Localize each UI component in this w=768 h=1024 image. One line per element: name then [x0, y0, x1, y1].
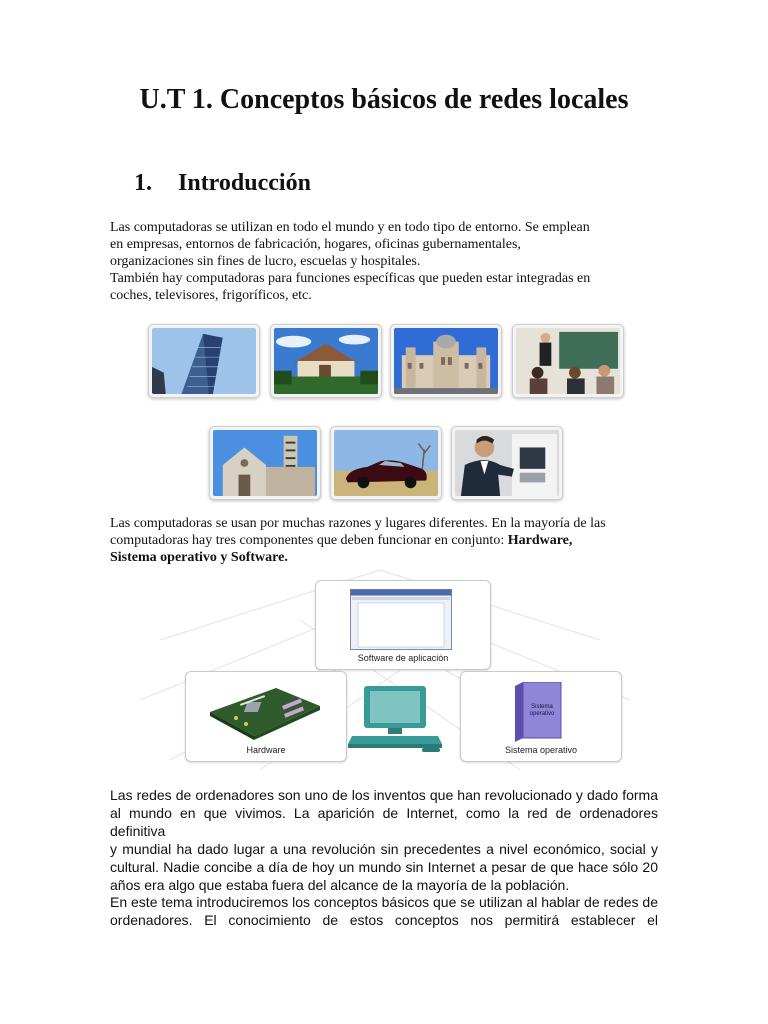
section-number: 1. — [134, 170, 152, 196]
os-box-icon — [515, 682, 563, 742]
networks-line: años era algo que estaba fuera del alcance de la mayoría de la población. — [110, 877, 570, 893]
hardware-label: Hardware — [246, 745, 286, 755]
atm-user-photo — [451, 426, 563, 500]
components-line — [110, 532, 670, 549]
os-box-text: Sistema operativo — [529, 704, 555, 717]
section-heading — [134, 170, 311, 197]
os-label: Sistema operativo — [504, 745, 578, 755]
software-panel — [315, 580, 491, 670]
skyscraper-photo — [148, 324, 260, 398]
document-title: U.T 1. Conceptos básicos de redes locales — [139, 84, 629, 115]
os-software-bold-text: Sistema operativo y Software. — [110, 550, 288, 565]
topic-line: En este tema introduciremos los conceptos básicos que se utilizan al hablar de redes de — [110, 894, 658, 910]
components-line: Las computadoras se usan por muchas razones y lugares diferentes. En la mayoría de las — [110, 516, 606, 531]
intro-paragraph — [110, 219, 670, 304]
section-title: Introducción — [178, 170, 311, 196]
motherboard-icon — [206, 684, 324, 740]
os-panel — [460, 671, 622, 762]
cathedral-photo — [209, 426, 321, 500]
car-photo — [330, 426, 442, 500]
networks-line: cultural. Nadie concibe a día de hoy un mundo sin Internet a pesar de que hace sólo 20 — [110, 859, 658, 875]
intro-line: coches, televisores, frigoríficos, etc. — [110, 288, 312, 303]
intro-line: organizaciones sin fines de lucro, escuelas y hospitales. — [110, 254, 421, 269]
components-paragraph — [110, 515, 670, 566]
components-line-text: computadoras hay tres componentes que deben funcionar en conjunto: — [110, 533, 508, 548]
software-label: Software de aplicación — [357, 653, 449, 663]
networks-paragraph — [110, 786, 658, 894]
hardware-bold-text: Hardware, — [507, 533, 573, 548]
intro-line: Las computadoras se utilizan en todo el mundo y en todo tipo de entorno. Se emplean — [110, 220, 590, 235]
classroom-photo — [512, 324, 624, 398]
government-building-photo — [390, 324, 502, 398]
intro-line: También hay computadoras para funciones específicas que pueden estar integradas en — [110, 271, 591, 286]
computer-icon — [346, 684, 444, 754]
application-window-icon — [350, 589, 452, 651]
networks-line: al mundo en que vivimos. La aparición de Internet, como la red de ordenadores definitiva — [110, 805, 658, 839]
intro-line: en empresas, entornos de fabricación, hogares, oficinas gubernamentales, — [110, 237, 521, 252]
hardware-panel — [185, 671, 347, 762]
networks-line: Las redes de ordenadores son uno de los inventos que han revolucionado y dado forma — [110, 787, 658, 803]
house-photo — [270, 324, 382, 398]
networks-line: y mundial ha dado lugar a una revolución sin precedentes a nivel económico, social y — [110, 841, 658, 857]
topic-paragraph — [110, 893, 658, 929]
topic-line: ordenadores. El conocimiento de estos conceptos nos permitirá establecer el — [110, 912, 658, 928]
components-line — [110, 549, 670, 566]
